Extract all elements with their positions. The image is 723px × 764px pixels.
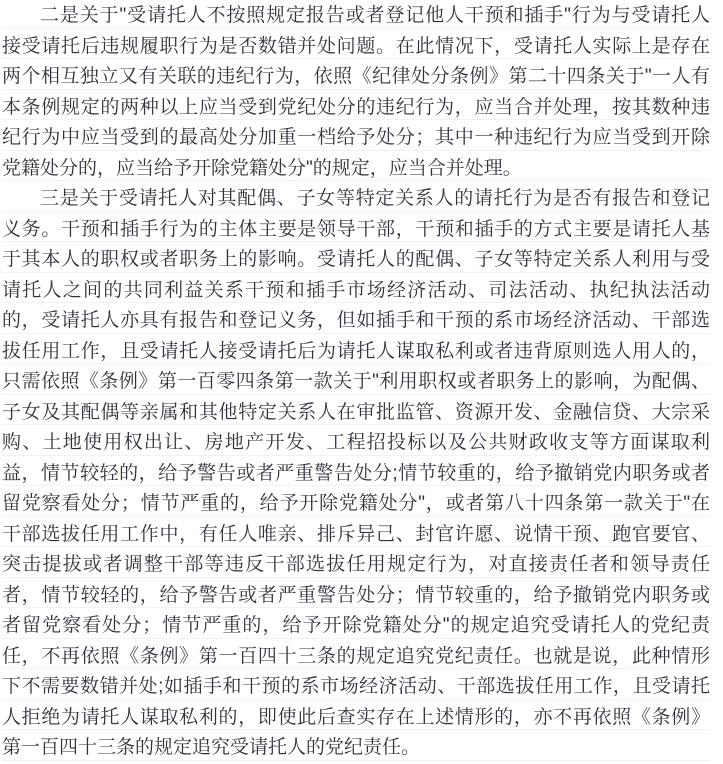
text-line: 二是关于"受请托人不按照规定报告或者登记他人干预和插手"行为与受请托人	[2, 1, 710, 32]
text-line: 拔任用工作，且受请托人接受请托后为请托人谋取私利或者违背原则选人用人的，	[2, 337, 710, 368]
paragraph-three	[2, 184, 710, 764]
text-line: 下不需要数错并处;如插手和干预的系市场经济活动、干部选拔任用工作，且受请托	[2, 672, 710, 703]
text-line: 的，受请托人亦具有报告和登记义务，但如插手和干预的系市场经济活动、干部选	[2, 306, 710, 337]
text-line: 人拒绝为请托人谋取私利的，即使此后查实存在上述情形的，亦不再依照《条例》	[2, 703, 710, 734]
text-line: 任，不再依照《条例》第一百四十三条的规定追究党纪责任。也就是说，此种情形	[2, 642, 710, 673]
paragraph-two	[2, 1, 710, 184]
text-line: 者留党察看处分；情节严重的，给予开除党籍处分"的规定追究受请托人的党纪责	[2, 611, 710, 642]
text-line: 子女及其配偶等亲属和其他特定关系人在审批监管、资源开发、金融信贷、大宗采	[2, 398, 710, 429]
text-line: 只需依照《条例》第一百零四条第一款关于"利用职权或者职务上的影响，为配偶、	[2, 367, 710, 398]
text-line: 于其本人的职权或者职务上的影响。受请托人的配偶、子女等特定关系人利用与受	[2, 245, 710, 276]
text-line: 益，情节较轻的，给予警告或者严重警告处分;情节较重的，给予撤销党内职务或者	[2, 459, 710, 490]
text-line: 突击提拔或者调整干部等违反干部选拔任用规定行为，对直接责任者和领导责任	[2, 550, 710, 581]
text-line: 干部选拔任用工作中，有任人唯亲、排斥异己、封官许愿、说情干预、跑官要官、	[2, 520, 710, 551]
text-line: 第一百四十三条的规定追究受请托人的党纪责任。	[2, 733, 710, 764]
text-line: 党籍处分的，应当给予开除党籍处分"的规定，应当合并处理。	[2, 154, 710, 185]
text-line: 购、土地使用权出让、房地产开发、工程招投标以及公共财政收支等方面谋取利	[2, 428, 710, 459]
text-line: 义务。干预和插手行为的主体主要是领导干部，干预和插手的方式主要是请托人基	[2, 215, 710, 246]
text-line: 三是关于受请托人对其配偶、子女等特定关系人的请托行为是否有报告和登记	[2, 184, 710, 215]
text-line: 纪行为中应当受到的最高处分加重一档给予处分；其中一种违纪行为应当受到开除	[2, 123, 710, 154]
text-line: 请托人之间的共同利益关系干预和插手市场经济活动、司法活动、执纪执法活动	[2, 276, 710, 307]
text-line: 本条例规定的两种以上应当受到党纪处分的违纪行为，应当合并处理，按其数种违	[2, 93, 710, 124]
text-line: 接受请托后违规履职行为是否数错并处问题。在此情况下，受请托人实际上是存在	[2, 32, 710, 63]
text-line: 者，情节较轻的，给予警告或者严重警告处分；情节较重的，给予撤销党内职务或	[2, 581, 710, 612]
text-line: 两个相互独立又有关联的违纪行为，依照《纪律处分条例》第二十四条关于"一人有	[2, 62, 710, 93]
text-line: 留党察看处分；情节严重的，给予开除党籍处分"，或者第八十四条第一款关于"在	[2, 489, 710, 520]
